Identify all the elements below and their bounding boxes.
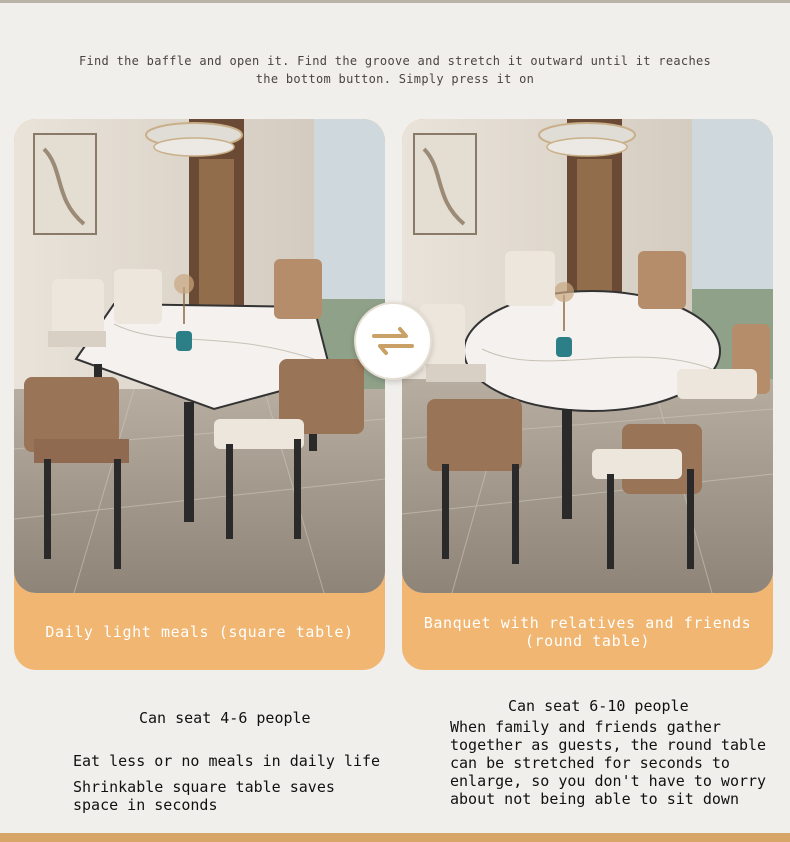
instruction-line-2: the bottom button. Simply press it on	[255, 72, 535, 86]
round-table-caption: Banquet with relatives and friends (round table)	[423, 613, 752, 650]
swap-arrows-icon	[368, 321, 418, 361]
bottom-accent-bar	[0, 833, 790, 842]
round-table-photo	[402, 119, 773, 593]
instruction-text	[60, 52, 730, 88]
square-table-photo	[14, 119, 385, 593]
top-divider	[0, 0, 790, 3]
square-table-seating: Can seat 4-6 people	[139, 709, 311, 727]
round-table-description: When family and friends gather together as guests, the round table can be stretched for seconds to enlarge, so you don't have to worry about not being able to sit down	[450, 718, 767, 808]
square-table-point-1: Eat less or no meals in daily life	[73, 752, 381, 770]
instruction-line-1: Find the baffle and open it. Find the groove and stretch it outward until it reaches	[78, 54, 712, 68]
square-table-card	[14, 119, 385, 670]
round-table-card	[402, 119, 773, 670]
round-table-seating: Can seat 6-10 people	[508, 697, 689, 715]
square-table-point-2: Shrinkable square table saves space in seconds	[73, 778, 335, 814]
swap-badge	[354, 302, 432, 380]
square-table-caption: Daily light meals (square table)	[45, 622, 354, 641]
